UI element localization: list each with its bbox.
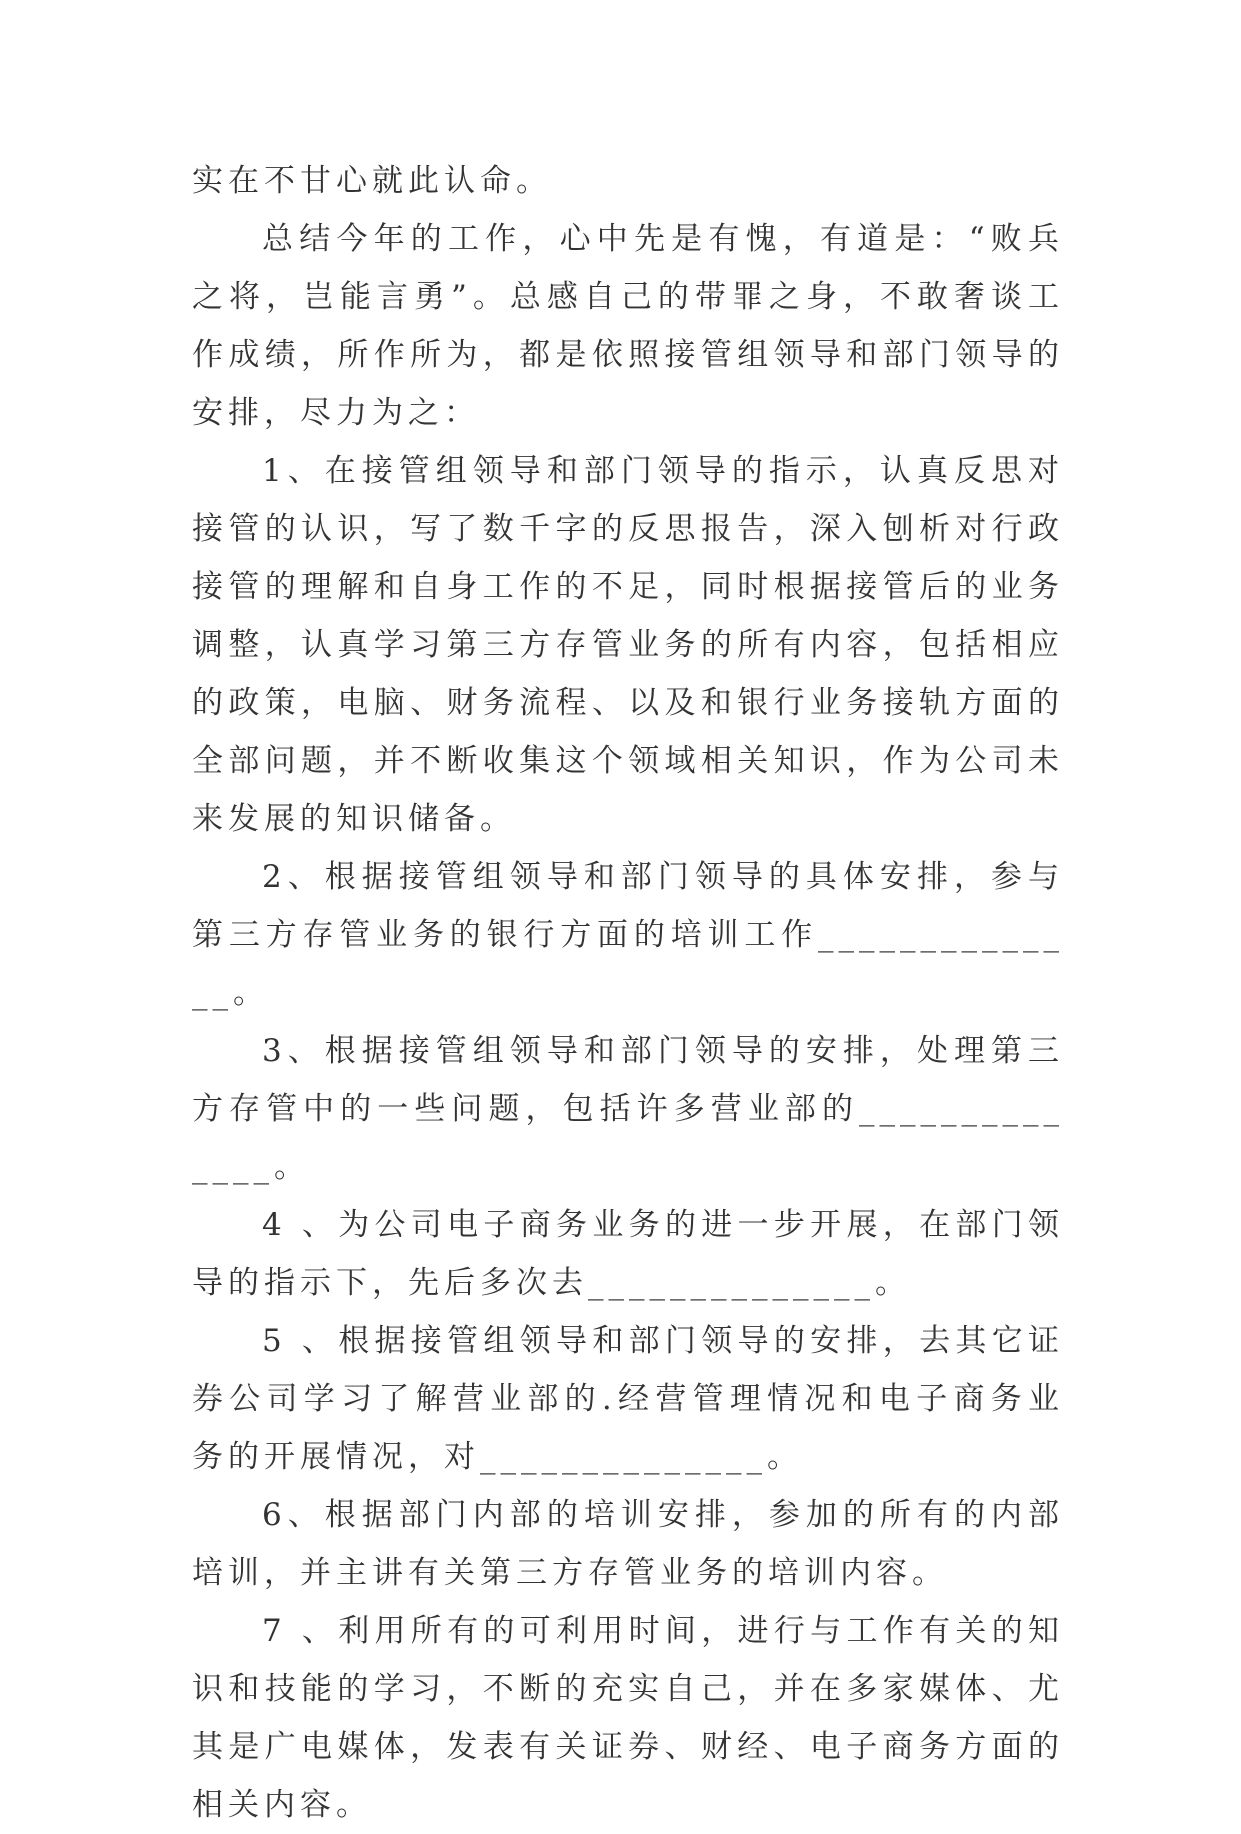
- paragraph-item-6: 6、根据部门内部的培训安排，参加的所有的内部培训，并主讲有关第三方存管业务的培训内容。: [192, 1497, 1064, 1591]
- paragraph-item-2: 2、根据接管组领导和部门领导的具体安排，参与第三方存管业务的银行方面的培训工作______________。: [192, 859, 1064, 1011]
- paragraph-item-4: 4 、为公司电子商务业务的进一步开展，在部门领导的指示下，先后多次去______________。: [192, 1207, 1064, 1301]
- paragraph-item-7: 7 、利用所有的可利用时间，进行与工作有关的知识和技能的学习，不断的充实自己，并在多家媒体、尤其是广电媒体，发表有关证券、财经、电子商务方面的相关内容。: [192, 1613, 1064, 1823]
- paragraph-item-3: 3、根据接管组领导和部门领导的安排，处理第三方存管中的一些问题，包括许多营业部的______________。: [192, 1033, 1064, 1185]
- paragraph-continuation: 实在不甘心就此认命。: [192, 163, 552, 199]
- document-body: [192, 152, 1064, 1834]
- paragraph-summary: 总结今年的工作，心中先是有愧，有道是：“败兵之将，岂能言勇”。总感自己的带罪之身，不敢奢谈工作成绩，所作所为，都是依照接管组领导和部门领导的安排，尽力为之：: [192, 221, 1064, 431]
- paragraph-item-5: 5 、根据接管组领导和部门领导的安排，去其它证券公司学习了解营业部的.经营管理情况和电子商务业务的开展情况，对______________。: [192, 1323, 1064, 1475]
- paragraph-item-1: 1、在接管组领导和部门领导的指示，认真反思对接管的认识，写了数千字的反思报告，深入刨析对行政接管的理解和自身工作的不足，同时根据接管后的业务调整，认真学习第三方存管业务的所有内容，包括相应的政策，电脑、财务流程、以及和银行业务接轨方面的全部问题，并不断收集这个领域相关知识，作为公司未来发展的知识储备。: [192, 453, 1064, 837]
